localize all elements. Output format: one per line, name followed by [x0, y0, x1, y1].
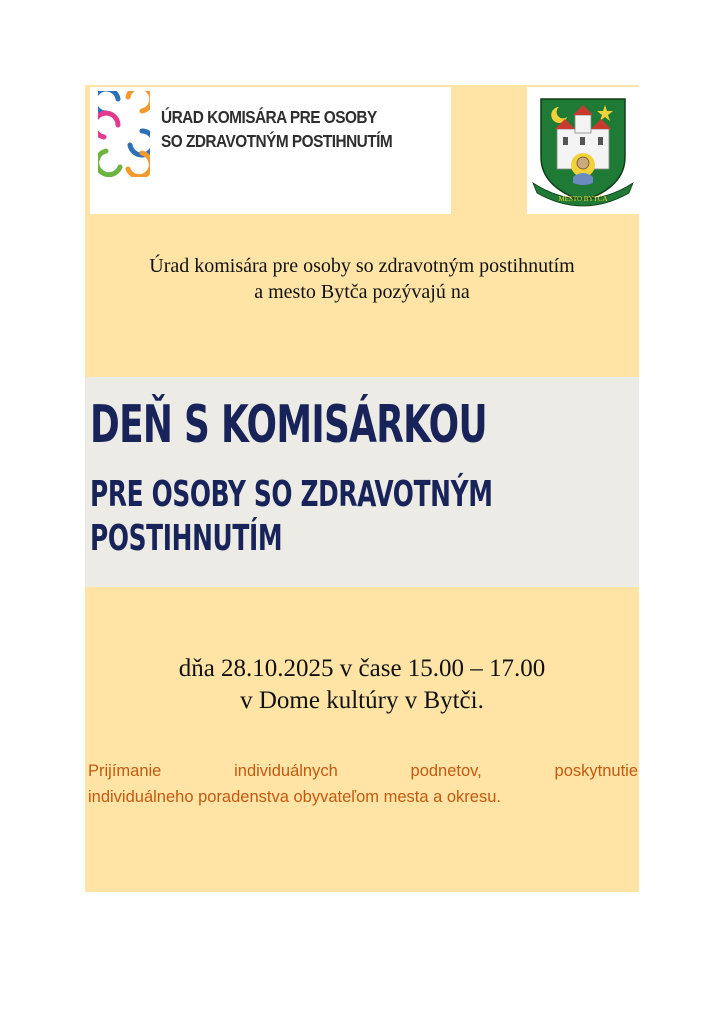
description-line2: individuálneho poradenstva obyvateľom mesta a okresu.	[88, 788, 501, 806]
town-crest	[527, 87, 639, 214]
event-subtitle	[90, 473, 493, 561]
crest-label: MESTO BYTČA	[558, 195, 608, 203]
event-date-time: dňa 28.10.2025 v čase 15.00 – 17.00	[178, 655, 546, 682]
event-banner	[85, 377, 639, 587]
description-word: poskytnutie	[554, 762, 638, 780]
office-logo-icon	[98, 91, 150, 177]
event-description	[88, 758, 638, 810]
coat-of-arms-icon	[527, 87, 639, 214]
invitation-text	[85, 253, 639, 305]
event-details	[85, 653, 639, 717]
office-logo	[90, 87, 451, 214]
event-subtitle-line2: POSTIHNUTÍM	[90, 518, 283, 559]
event-title: DEŇ S KOMISÁRKOU	[90, 395, 487, 455]
description-word: podnetov,	[410, 762, 482, 780]
office-logo-line1: ÚRAD KOMISÁRA PRE OSOBY	[161, 107, 377, 127]
invitation-line2: a mesto Bytča pozývajú na	[254, 281, 470, 303]
event-place: v Dome kultúry v Bytči.	[240, 687, 484, 714]
description-word: individuálnych	[234, 762, 338, 780]
event-subtitle-line1: PRE OSOBY SO ZDRAVOTNÝM	[90, 474, 493, 515]
invitation-line1: Úrad komisára pre osoby so zdravotným postihnutím	[149, 255, 575, 277]
description-word: Prijímanie	[88, 762, 162, 780]
office-logo-text	[161, 105, 392, 153]
office-logo-line2: SO ZDRAVOTNÝM POSTIHNUTÍM	[161, 131, 393, 151]
poster	[85, 85, 639, 892]
description-line1	[88, 758, 638, 784]
